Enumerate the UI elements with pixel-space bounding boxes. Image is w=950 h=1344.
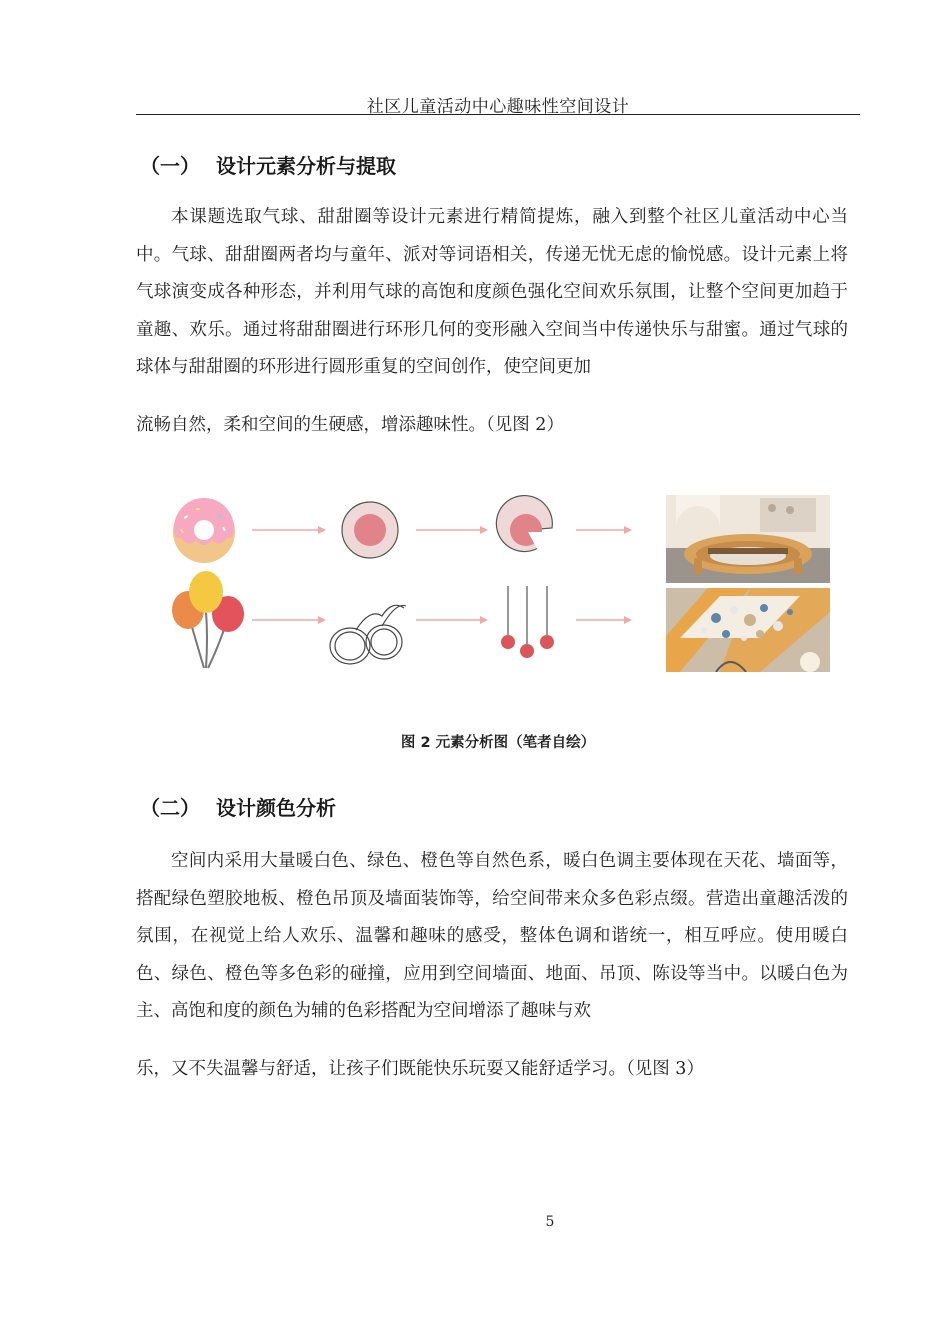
arrowhead-icon (624, 526, 632, 534)
section-2-body (136, 843, 848, 1088)
arrowhead-icon (480, 616, 488, 624)
section-number-1: （一） (140, 154, 200, 178)
pendant-balls-icon (501, 586, 554, 658)
balloons-icon (172, 571, 244, 668)
section-1-last-line: 流畅自然，柔和空间的生硬感，增添趣味性。（见图 2） (136, 414, 564, 435)
section-1-body (136, 199, 848, 444)
section-2-last-line: 乐，又不失温馨与舒适，让孩子们既能快乐玩耍又能舒适学习。（见图 3） (136, 1058, 704, 1079)
section-1-paragraph: 本课题选取气球、甜甜圈等设计元素进行精简提炼，融入到整个社区儿童活动中心当中。气球、甜甜圈两者均与童年、派对等词语相关，传递无忧无虑的愉悦感。设计元素上将气球演变成各种形态，并利用气球的高饱和度颜色强化空间欢乐氛围，让整个空间更加趋于童趣、欢乐。通过将甜甜圈进行环形几何的变形融入空间当中传递快乐与甜蜜。通过气球的球体与甜甜圈的环形进行圆形重复的空间创作，使空间更加 (136, 207, 848, 377)
figure-caption: 图 2 元素分析图（笔者自绘） (400, 735, 596, 751)
section-heading-2 (140, 792, 336, 821)
hanging-balls-ceiling-photo (666, 588, 830, 672)
round-bookshelf-photo (666, 495, 830, 583)
page-number: 5 (545, 1214, 555, 1230)
element-analysis-figure (160, 488, 840, 680)
header-rule (136, 114, 860, 115)
donut-icon (173, 498, 235, 563)
arrowhead-icon (480, 526, 488, 534)
section-heading-1 (140, 150, 396, 179)
section-title-1: 设计元素分析与提取 (216, 154, 396, 178)
line-balloons-icon (330, 605, 406, 664)
cut-ring-icon (496, 496, 554, 554)
section-2-paragraph: 空间内采用大量暖白色、绿色、橙色等自然色系，暖白色调主要体现在天花、墙面等，搭配绿色塑胶地板、橙色吊顶及墙面装饰等，给空间带来众多色彩点缀。营造出童趣活泼的氛围，在视觉上给人欢乐、温馨和趣味的感受，整体色调和谐统一，相互呼应。使用暖白色、绿色、橙色等多色彩的碰撞，应用到空间墙面、地面、吊顶、陈设等当中。以暖白色为主、高饱和度的颜色为辅的色彩搭配为空间增添了趣味与欢 (136, 851, 848, 1021)
running-header: 社区儿童活动中心趣味性空间设计 (366, 97, 630, 117)
arrowhead-icon (318, 616, 326, 624)
arrowhead-icon (318, 526, 326, 534)
section-number-2: （二） (140, 796, 200, 820)
arrowhead-icon (624, 616, 632, 624)
section-title-2: 设计颜色分析 (216, 796, 336, 820)
ring-disc-icon (342, 502, 398, 558)
